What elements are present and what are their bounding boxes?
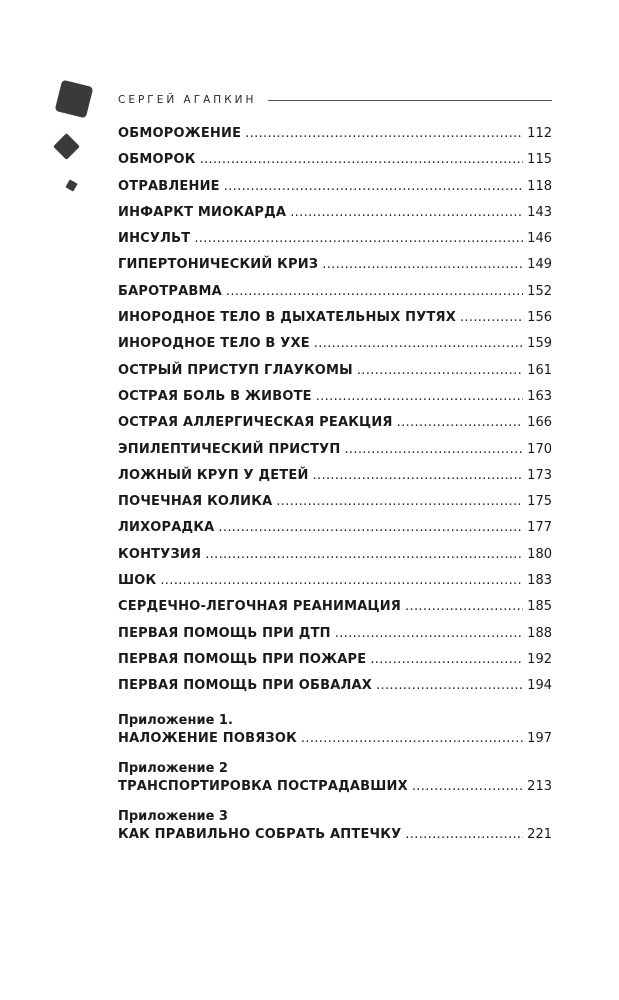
toc-entry-title: ИНОРОДНОЕ ТЕЛО В ДЫХАТЕЛЬНЫХ ПУТЯХ (118, 310, 456, 326)
toc-entry-title: ОБМОРОК (118, 152, 196, 168)
toc-entry[interactable] (118, 468, 552, 494)
leader-dots (376, 678, 523, 693)
toc-entry-title: ИНОРОДНОЕ ТЕЛО В УХЕ (118, 336, 310, 352)
toc-entry[interactable] (118, 389, 552, 415)
square-large-icon (55, 80, 94, 119)
toc-entry[interactable] (118, 231, 552, 257)
toc-entry-title: ОСТРАЯ БОЛЬ В ЖИВОТЕ (118, 388, 312, 404)
toc-entry-page: 146 (527, 231, 552, 247)
appendix-page: 197 (527, 730, 552, 746)
leader-dots (205, 547, 523, 562)
toc-entry[interactable] (118, 573, 552, 599)
toc-entry-title: ШОК (118, 573, 157, 589)
leader-dots (397, 415, 524, 430)
leader-dots (290, 205, 523, 220)
leader-dots (301, 731, 523, 746)
toc-entry-page: 149 (527, 257, 552, 273)
toc-entry-page: 161 (527, 362, 552, 378)
toc-entry-title: ОБМОРОЖЕНИЕ (118, 126, 242, 141)
toc-entry-page: 177 (527, 520, 552, 536)
toc-entry-page: 115 (527, 152, 552, 168)
leader-dots (218, 520, 523, 535)
toc-entry-title: ОСТРЫЙ ПРИСТУП ГЛАУКОМЫ (118, 362, 353, 378)
toc-entry-page: 143 (527, 204, 552, 220)
toc-entry-page: 170 (527, 441, 552, 457)
toc-entry-page: 192 (527, 651, 552, 667)
leader-dots (276, 494, 523, 509)
toc-entry-title: ЭПИЛЕПТИЧЕСКИЙ ПРИСТУП (118, 441, 341, 457)
toc-entry[interactable] (118, 336, 552, 362)
toc-entry[interactable] (118, 520, 552, 546)
running-header (118, 91, 552, 109)
toc-entry-page: 152 (527, 283, 552, 299)
toc-entry-page: 183 (527, 573, 552, 589)
toc-entry[interactable] (118, 126, 552, 152)
leader-dots (160, 573, 523, 588)
toc-entry-page: 166 (527, 415, 552, 431)
toc-entry-title: ИНФАРКТ МИОКАРДА (118, 204, 287, 220)
square-medium-icon (53, 133, 80, 160)
toc-entry[interactable] (118, 284, 552, 310)
toc-entry[interactable] (118, 310, 552, 336)
leader-dots (335, 626, 523, 641)
toc-entry-title: ЛИХОРАДКА (118, 520, 215, 536)
toc-entry-page: 194 (527, 678, 552, 694)
toc-entry-title: ПЕРВАЯ ПОМОЩЬ ПРИ ДТП (118, 625, 331, 641)
toc-entry-title: ОТРАВЛЕНИЕ (118, 178, 220, 194)
leader-dots (357, 363, 523, 378)
toc-entry[interactable] (118, 257, 552, 283)
toc-entry-title: ГИПЕРТОНИЧЕСКИЙ КРИЗ (118, 257, 319, 273)
appendix-label: Приложение 3 (118, 808, 228, 824)
leader-dots (245, 126, 523, 141)
toc-entry-title: ОСТРАЯ АЛЛЕРГИЧЕСКАЯ РЕАКЦИЯ (118, 415, 393, 431)
toc-entry-page: 112 (527, 126, 552, 141)
toc-entry-page: 180 (527, 546, 552, 562)
appendix-entry[interactable] (118, 807, 552, 849)
toc-entry-page: 159 (527, 336, 552, 352)
toc-entry-title: БАРОТРАВМА (118, 283, 222, 299)
appendix-entry[interactable] (118, 711, 552, 753)
toc-entry-title: СЕРДЕЧНО-ЛЕГОЧНАЯ РЕАНИМАЦИЯ (118, 599, 402, 615)
square-small-icon (65, 179, 77, 191)
appendix-title: НАЛОЖЕНИЕ ПОВЯЗОК (118, 730, 297, 746)
toc-entry-page: 175 (527, 494, 552, 510)
toc-entry[interactable] (118, 442, 552, 468)
toc-entry-title: ПЕРВАЯ ПОМОЩЬ ПРИ ОБВАЛАХ (118, 678, 373, 694)
toc-entry-page: 173 (527, 467, 552, 483)
toc-entry-page: 156 (527, 310, 552, 326)
header-rule (268, 100, 552, 101)
toc-entry[interactable] (118, 652, 552, 678)
toc-entry-title: ПОЧЕЧНАЯ КОЛИКА (118, 494, 273, 510)
toc-entry[interactable] (118, 494, 552, 520)
leader-dots (405, 827, 523, 842)
toc-entry-page: 188 (527, 625, 552, 641)
toc-entry-page: 163 (527, 388, 552, 404)
toc-entry[interactable] (118, 678, 552, 704)
leader-dots (313, 468, 524, 483)
leader-dots (405, 599, 523, 614)
leader-dots (226, 284, 523, 299)
table-of-contents (118, 126, 552, 849)
appendix-page: 221 (527, 826, 552, 842)
toc-entry-page: 185 (527, 599, 552, 615)
appendix-page: 213 (527, 778, 552, 794)
toc-entry[interactable] (118, 179, 552, 205)
toc-entry[interactable] (118, 626, 552, 652)
toc-entry-title: ЛОЖНЫЙ КРУП У ДЕТЕЙ (118, 467, 309, 483)
leader-dots (370, 652, 523, 667)
toc-entry[interactable] (118, 205, 552, 231)
toc-entry-title: КОНТУЗИЯ (118, 546, 202, 562)
leader-dots (316, 389, 523, 404)
leader-dots (344, 442, 523, 457)
leader-dots (200, 152, 524, 167)
appendix-label: Приложение 2 (118, 760, 228, 776)
toc-entry-page: 118 (527, 178, 552, 194)
toc-entry[interactable] (118, 415, 552, 441)
toc-entry[interactable] (118, 599, 552, 625)
leader-dots (314, 336, 523, 351)
author-name: СЕРГЕЙ АГАПКИН (118, 94, 257, 106)
leader-dots (322, 257, 523, 272)
leader-dots (224, 179, 523, 194)
appendix-label: Приложение 1. (118, 712, 233, 728)
leader-dots (412, 779, 523, 794)
appendix-title: КАК ПРАВИЛЬНО СОБРАТЬ АПТЕЧКУ (118, 826, 402, 842)
leader-dots (194, 231, 523, 246)
appendix-entry[interactable] (118, 759, 552, 801)
leader-dots (460, 310, 523, 325)
toc-entry-title: ИНСУЛЬТ (118, 231, 191, 247)
toc-entry-title: ПЕРВАЯ ПОМОЩЬ ПРИ ПОЖАРЕ (118, 651, 367, 667)
appendix-title: ТРАНСПОРТИРОВКА ПОСТРАДАВШИХ (118, 778, 408, 794)
toc-entry[interactable] (118, 363, 552, 389)
toc-entry[interactable] (118, 152, 552, 178)
toc-entry[interactable] (118, 547, 552, 573)
